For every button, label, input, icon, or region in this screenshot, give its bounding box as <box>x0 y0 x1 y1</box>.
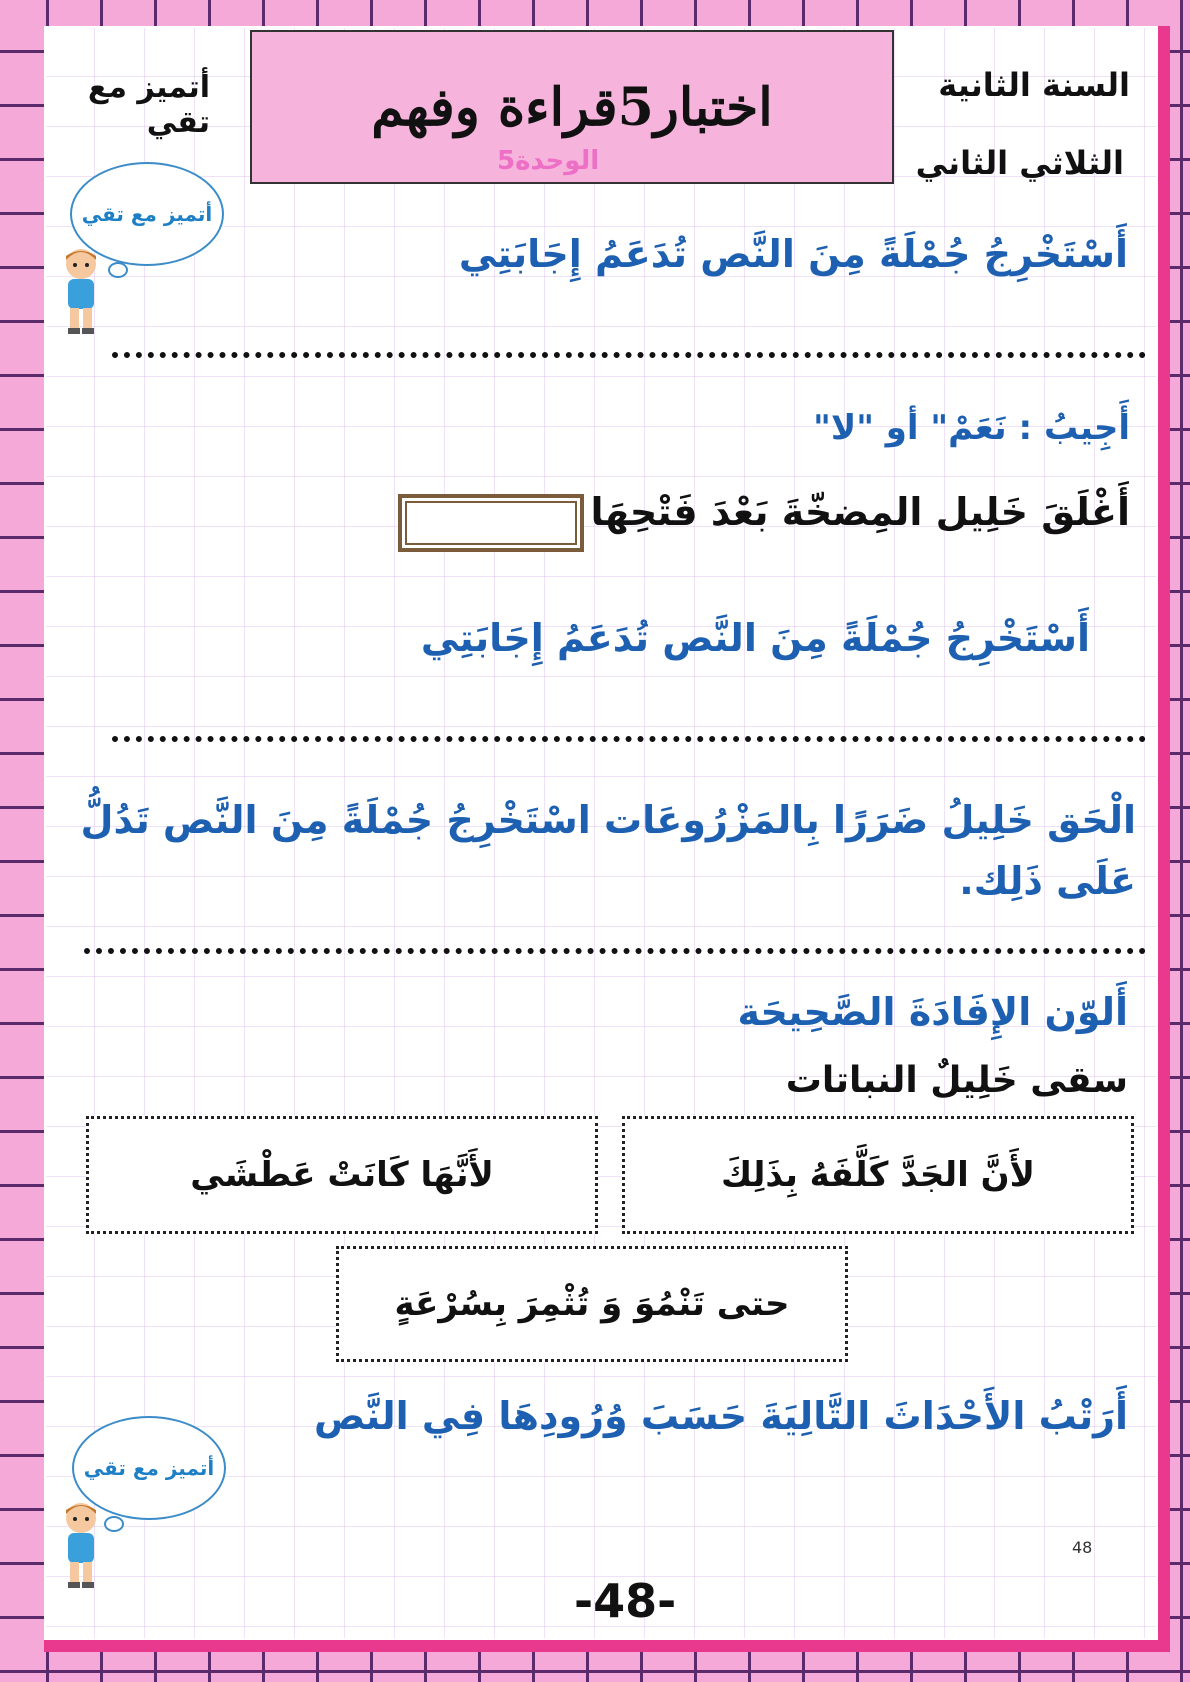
page-number: -48- <box>574 1574 677 1628</box>
q4-instruction: أَلوّن الإِفَادَةَ الصَّحِيحَة <box>737 990 1128 1034</box>
term-label: الثلاثي الثاني <box>915 144 1124 182</box>
q2-statement: أَغْلَقَ خَلِيل المِضخّةَ بَعْدَ فَتْحِهَا <box>590 490 1130 534</box>
option-box-2[interactable] <box>86 1116 598 1234</box>
q3-instruction: الْحَق خَلِيلُ ضَرَرًا بِالمَزْرُوعَات اسْتَخْرِجُ جُمْلَةً مِنَ النَّص تَدُلُّ عَلَى ذَلِك. <box>80 798 1136 903</box>
option-2-text: لأَنَّهَا كَانَتْ عَطْشَي <box>190 1155 494 1195</box>
answer-line-1[interactable] <box>112 352 1146 358</box>
cloud-bubble <box>108 262 128 278</box>
small-page-number: 48 <box>1072 1538 1093 1557</box>
option-3-text: حتى تَنْمُوَ وَ تُثْمِرَ بِسُرْعَةٍ <box>394 1284 790 1324</box>
q2-followup: أَسْتَخْرِجُ جُمْلَةً مِنَ النَّص تُدَعَمُ إِجَابَتِي <box>420 616 1090 660</box>
q4-stem: سقى خَلِيلٌ النباتات <box>785 1060 1128 1101</box>
cloud-bottom-text: أتميز مع تقي <box>83 1455 215 1480</box>
page-title: اختبار5قراءة وفهم <box>371 76 773 138</box>
answer-line-2[interactable] <box>112 736 1146 742</box>
option-1-text: لأَنَّ الجَدَّ كَلَّفَهُ بِذَلِكَ <box>721 1155 1035 1195</box>
boy-illustration-bottom <box>52 1500 110 1590</box>
q2-instruction: أَجِيبُ : نَعَمْ" أو "لا" <box>813 408 1130 448</box>
q5-instruction: أَرَتْبُ الأَحْدَاثَ التَّالِيَةَ حَسَبَ وُرُودِهَا فِي النَّص <box>313 1394 1128 1438</box>
yes-no-answer-box[interactable] <box>398 494 584 552</box>
q1-instruction: أَسْتَخْرِجُ جُمْلَةً مِنَ النَّص تُدَعَمُ إِجَابَتِي <box>458 232 1128 276</box>
unit-label: الوحدة5 <box>497 146 600 176</box>
brand-label: أتميز مع تقي <box>87 70 210 140</box>
answer-line-3[interactable] <box>84 948 1146 954</box>
cloud-top-text: أتميز مع تقي <box>81 201 213 226</box>
option-box-1[interactable] <box>622 1116 1134 1234</box>
option-box-3[interactable] <box>336 1246 848 1362</box>
grade-level: السنة الثانية <box>938 66 1130 104</box>
boy-illustration <box>52 246 110 336</box>
